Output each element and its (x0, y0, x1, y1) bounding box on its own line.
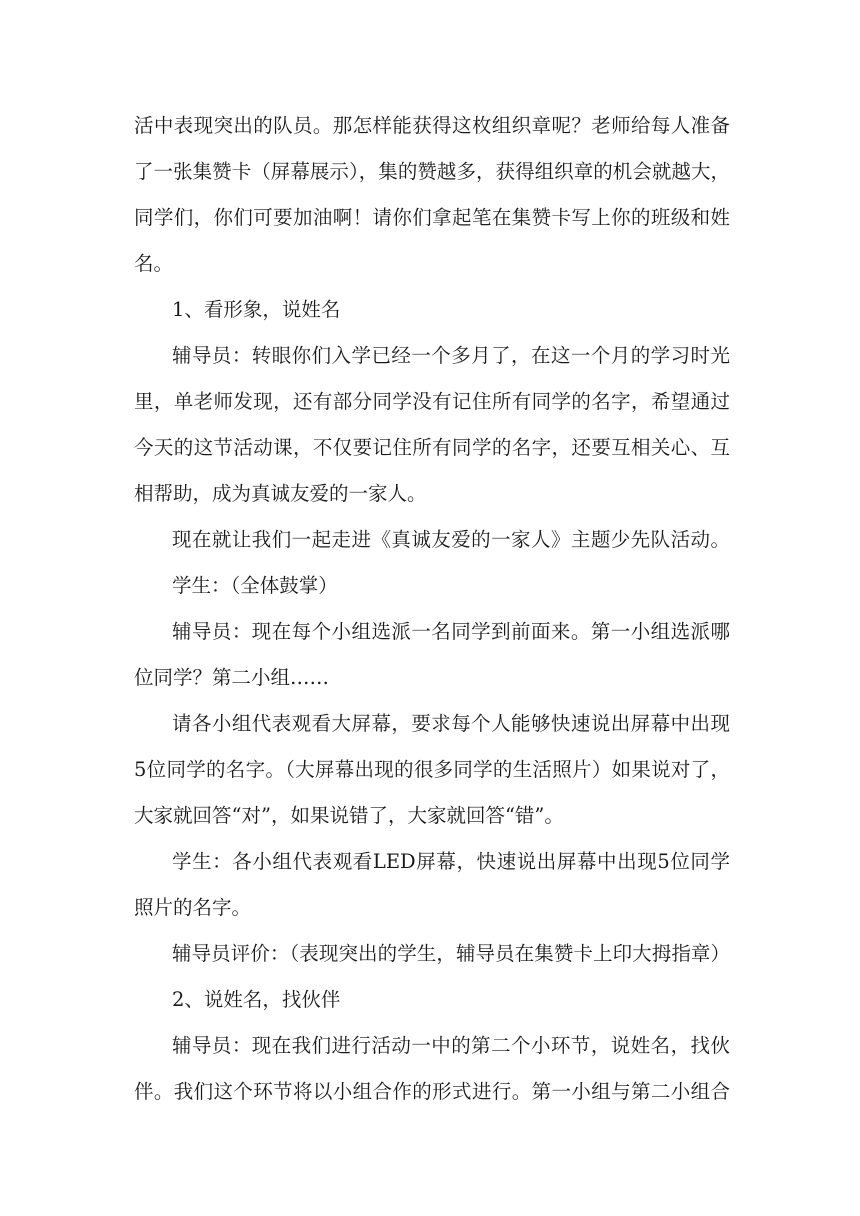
section-heading: 1、看形象，说姓名 (172, 298, 341, 321)
text-line: 辅导员：现在每个小组选派一名同学到前面来。第一小组选派哪 (172, 620, 730, 643)
text-line: 辅导员评价：（表现突出的学生，辅导员在集赞卡上印大拇指章） (172, 942, 730, 965)
text-line: 辅导员：现在我们进行活动一中的第二个小环节，说姓名，找伙 (172, 1034, 730, 1057)
text-line: 伴。我们这个环节将以小组合作的形式进行。第一小组与第二小组合 (134, 1080, 730, 1103)
text-line: 5位同学的名字。（大屏幕出现的很多同学的生活照片）如果说对了， (134, 758, 730, 781)
text-line: 现在就让我们一起走进《真诚友爱的一家人》主题少先队活动。 (172, 528, 730, 551)
text-line: 请各小组代表观看大屏幕，要求每个人能够快速说出屏幕中出现 (172, 712, 730, 735)
text-line: 位同学？第二小组…… (134, 666, 330, 689)
text-line: 辅导员：转眼你们入学已经一个多月了，在这一个月的学习时光 (172, 344, 730, 367)
text-line: 活中表现突出的队员。那怎样能获得这枚组织章呢？老师给每人准备 (134, 114, 730, 137)
text-line: 照片的名字。 (134, 896, 252, 919)
text-line: 同学们，你们可要加油啊！请你们拿起笔在集赞卡写上你的班级和姓 (134, 206, 730, 229)
text-line: 里，单老师发现，还有部分同学没有记住所有同学的名字，希望通过 (134, 390, 730, 413)
text-line: 学生：（全体鼓掌） (172, 574, 338, 597)
text-line: 名。 (134, 252, 174, 275)
text-line: 今天的这节活动课，不仅要记住所有同学的名字，还要互相关心、互 (134, 436, 730, 459)
text-line: 大家就回答“对”，如果说错了，大家就回答“错”。 (134, 804, 564, 827)
section-heading: 2、说姓名，找伙伴 (172, 988, 341, 1011)
text-line: 相帮助，成为真诚友爱的一家人。 (134, 482, 427, 505)
text-line: 学生：各小组代表观看LED屏幕，快速说出屏幕中出现5位同学 (172, 850, 730, 873)
text-line: 了一张集赞卡（屏幕展示），集的赞越多，获得组织章的机会就越大， (134, 160, 730, 183)
